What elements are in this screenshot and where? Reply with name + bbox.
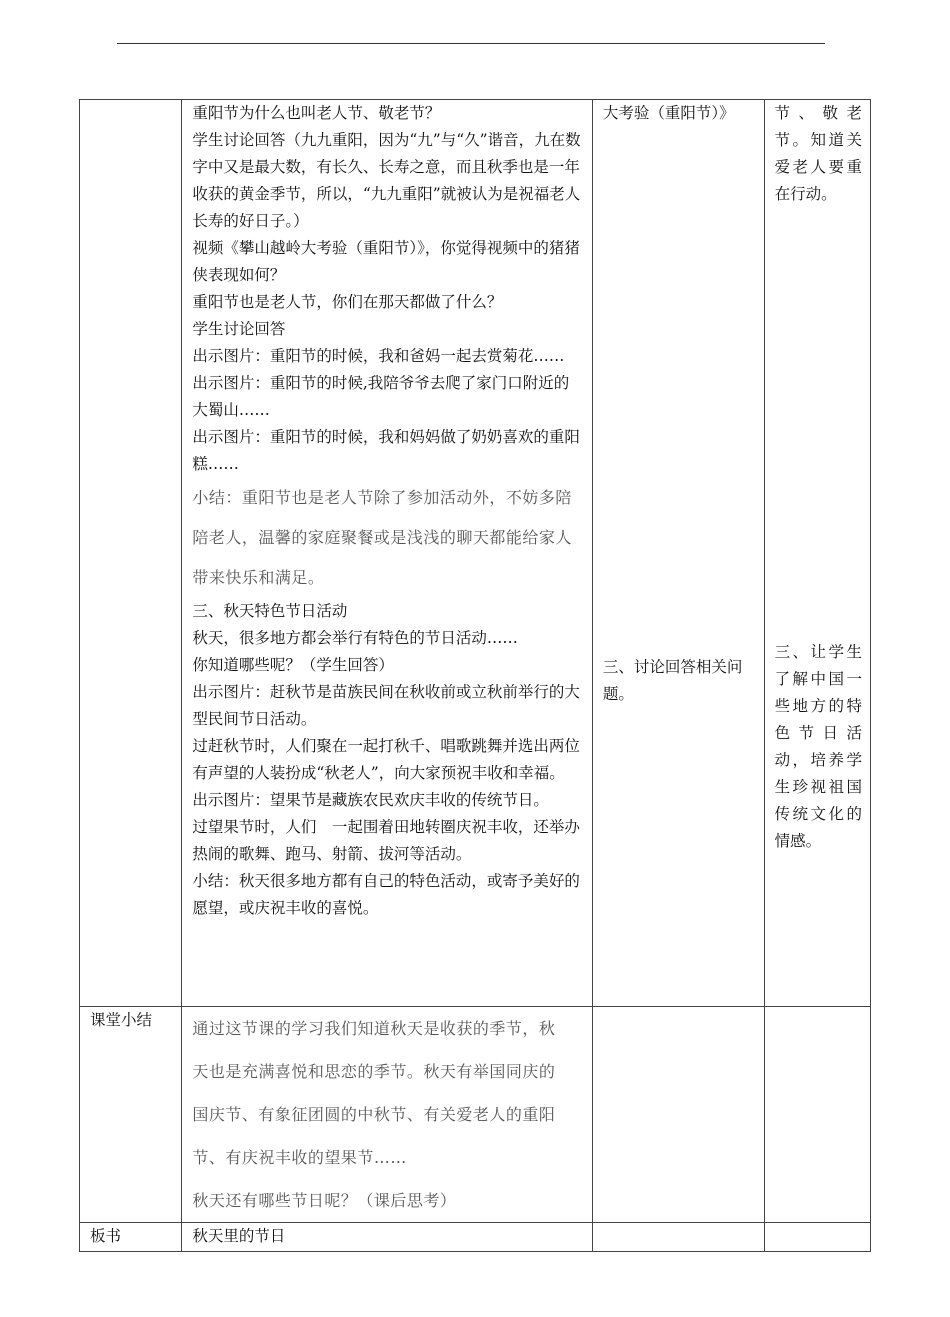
summary-image-text: 小结：重阳节也是老人节除了参加活动外，不妨多陪陪老人，温馨的家庭聚餐或是浅浅的聊天都能给家人带来快乐和满足。 xyxy=(192,488,572,587)
section-heading: 三、秋天特色节日活动 xyxy=(192,602,348,620)
teaching-process-cell xyxy=(182,100,593,1007)
header-rule xyxy=(117,43,825,44)
discussion-answer: 学生讨论回答（九九重阳，因为“九”与“久”谐音，九在数字中又是最大数，有长久、长寿之意，而且秋季也是一年收获的黄金季节，所以，“九九重阳”就被认为是祝福老人长寿的好日子。） xyxy=(192,131,581,230)
row-label-cell xyxy=(80,1007,182,1223)
question-text: 重阳节也是老人节，你们在那天都做了什么？ xyxy=(192,293,503,311)
summary-line: 国庆节、有象征团圆的中秋节、有关爱老人的重阳 xyxy=(192,1105,556,1124)
row-label-cell xyxy=(80,100,182,1007)
summary-line: 节、有庆祝丰收的望果节…… xyxy=(192,1148,407,1167)
table-row xyxy=(80,100,871,1007)
picture-prompt: 出示图片：赶秋节是苗族民间在秋收前或立秋前举行的大型民间节日活动。 xyxy=(192,683,580,728)
intent-text: 节、敬老节。知道关爱老人要重在行动。 xyxy=(774,104,862,203)
picture-prompt: 出示图片：重阳节的时候，我和爸妈一起去赏菊花…… xyxy=(192,347,565,365)
summary-cell xyxy=(182,1007,593,1223)
activity-text: 三、讨论回答相关问题。 xyxy=(602,658,743,703)
row-label: 板书 xyxy=(90,1227,122,1245)
blackboard-cell xyxy=(182,1223,593,1252)
row-label-cell xyxy=(80,1223,182,1252)
empty-cell xyxy=(764,1007,870,1223)
summary-line: 秋天还有哪些节日呢？（课后思考） xyxy=(192,1191,457,1210)
empty-cell xyxy=(764,1223,870,1252)
picture-prompt: 出示图片：重阳节的时候，我和妈妈做了奶奶喜欢的重阳糕…… xyxy=(192,428,580,473)
discussion-answer: 学生讨论回答 xyxy=(192,320,286,338)
blackboard-text: 秋天里的节日 xyxy=(192,1227,286,1245)
paragraph: 秋天，很多地方都会举行有特色的节日活动…… xyxy=(192,629,518,647)
intent-text: 三、让学生了解中国一些地方的特色节日活动，培养学生珍视祖国传统文化的情感。 xyxy=(774,643,862,850)
table-row xyxy=(80,1223,871,1252)
question-text: 重阳节为什么也叫老人节、敬老节？ xyxy=(192,104,441,122)
student-activity-cell xyxy=(592,100,764,1007)
design-intent-cell xyxy=(764,100,870,1007)
paragraph: 过望果节时，人们 一起围着田地转圈庆祝丰收，还举办热闹的歌舞、跑马、射箭、拔河等活动。 xyxy=(192,818,580,863)
summary-text: 小结：秋天很多地方都有自己的特色活动，或寄予美好的愿望，或庆祝丰收的喜悦。 xyxy=(192,872,580,917)
paragraph: 过赶秋节时，人们聚在一起打秋千、唱歌跳舞并选出两位有声望的人装扮成“秋老人”，向大家预祝丰收和幸福。 xyxy=(192,737,580,782)
activity-text: 大考验（重阳节）》 xyxy=(602,104,735,122)
summary-line: 天也是充满喜悦和思恋的季节。秋天有举国同庆的 xyxy=(192,1062,556,1081)
table-row xyxy=(80,1007,871,1223)
summary-line: 通过这节课的学习我们知道秋天是收获的季节，秋 xyxy=(192,1019,556,1038)
picture-prompt: 出示图片：重阳节的时候,我陪爷爷去爬了家门口附近的大蜀山…… xyxy=(192,374,570,419)
paragraph: 你知道哪些呢？（学生回答） xyxy=(192,656,394,674)
video-prompt: 视频《攀山越岭大考验（重阳节）》，你觉得视频中的猪猪侠表现如何？ xyxy=(192,239,580,284)
lesson-plan-table xyxy=(79,99,871,1252)
row-label: 课堂小结 xyxy=(90,1011,153,1029)
empty-cell xyxy=(592,1007,764,1223)
picture-prompt: 出示图片：望果节是藏族农民欢庆丰收的传统节日。 xyxy=(192,791,549,809)
empty-cell xyxy=(592,1223,764,1252)
